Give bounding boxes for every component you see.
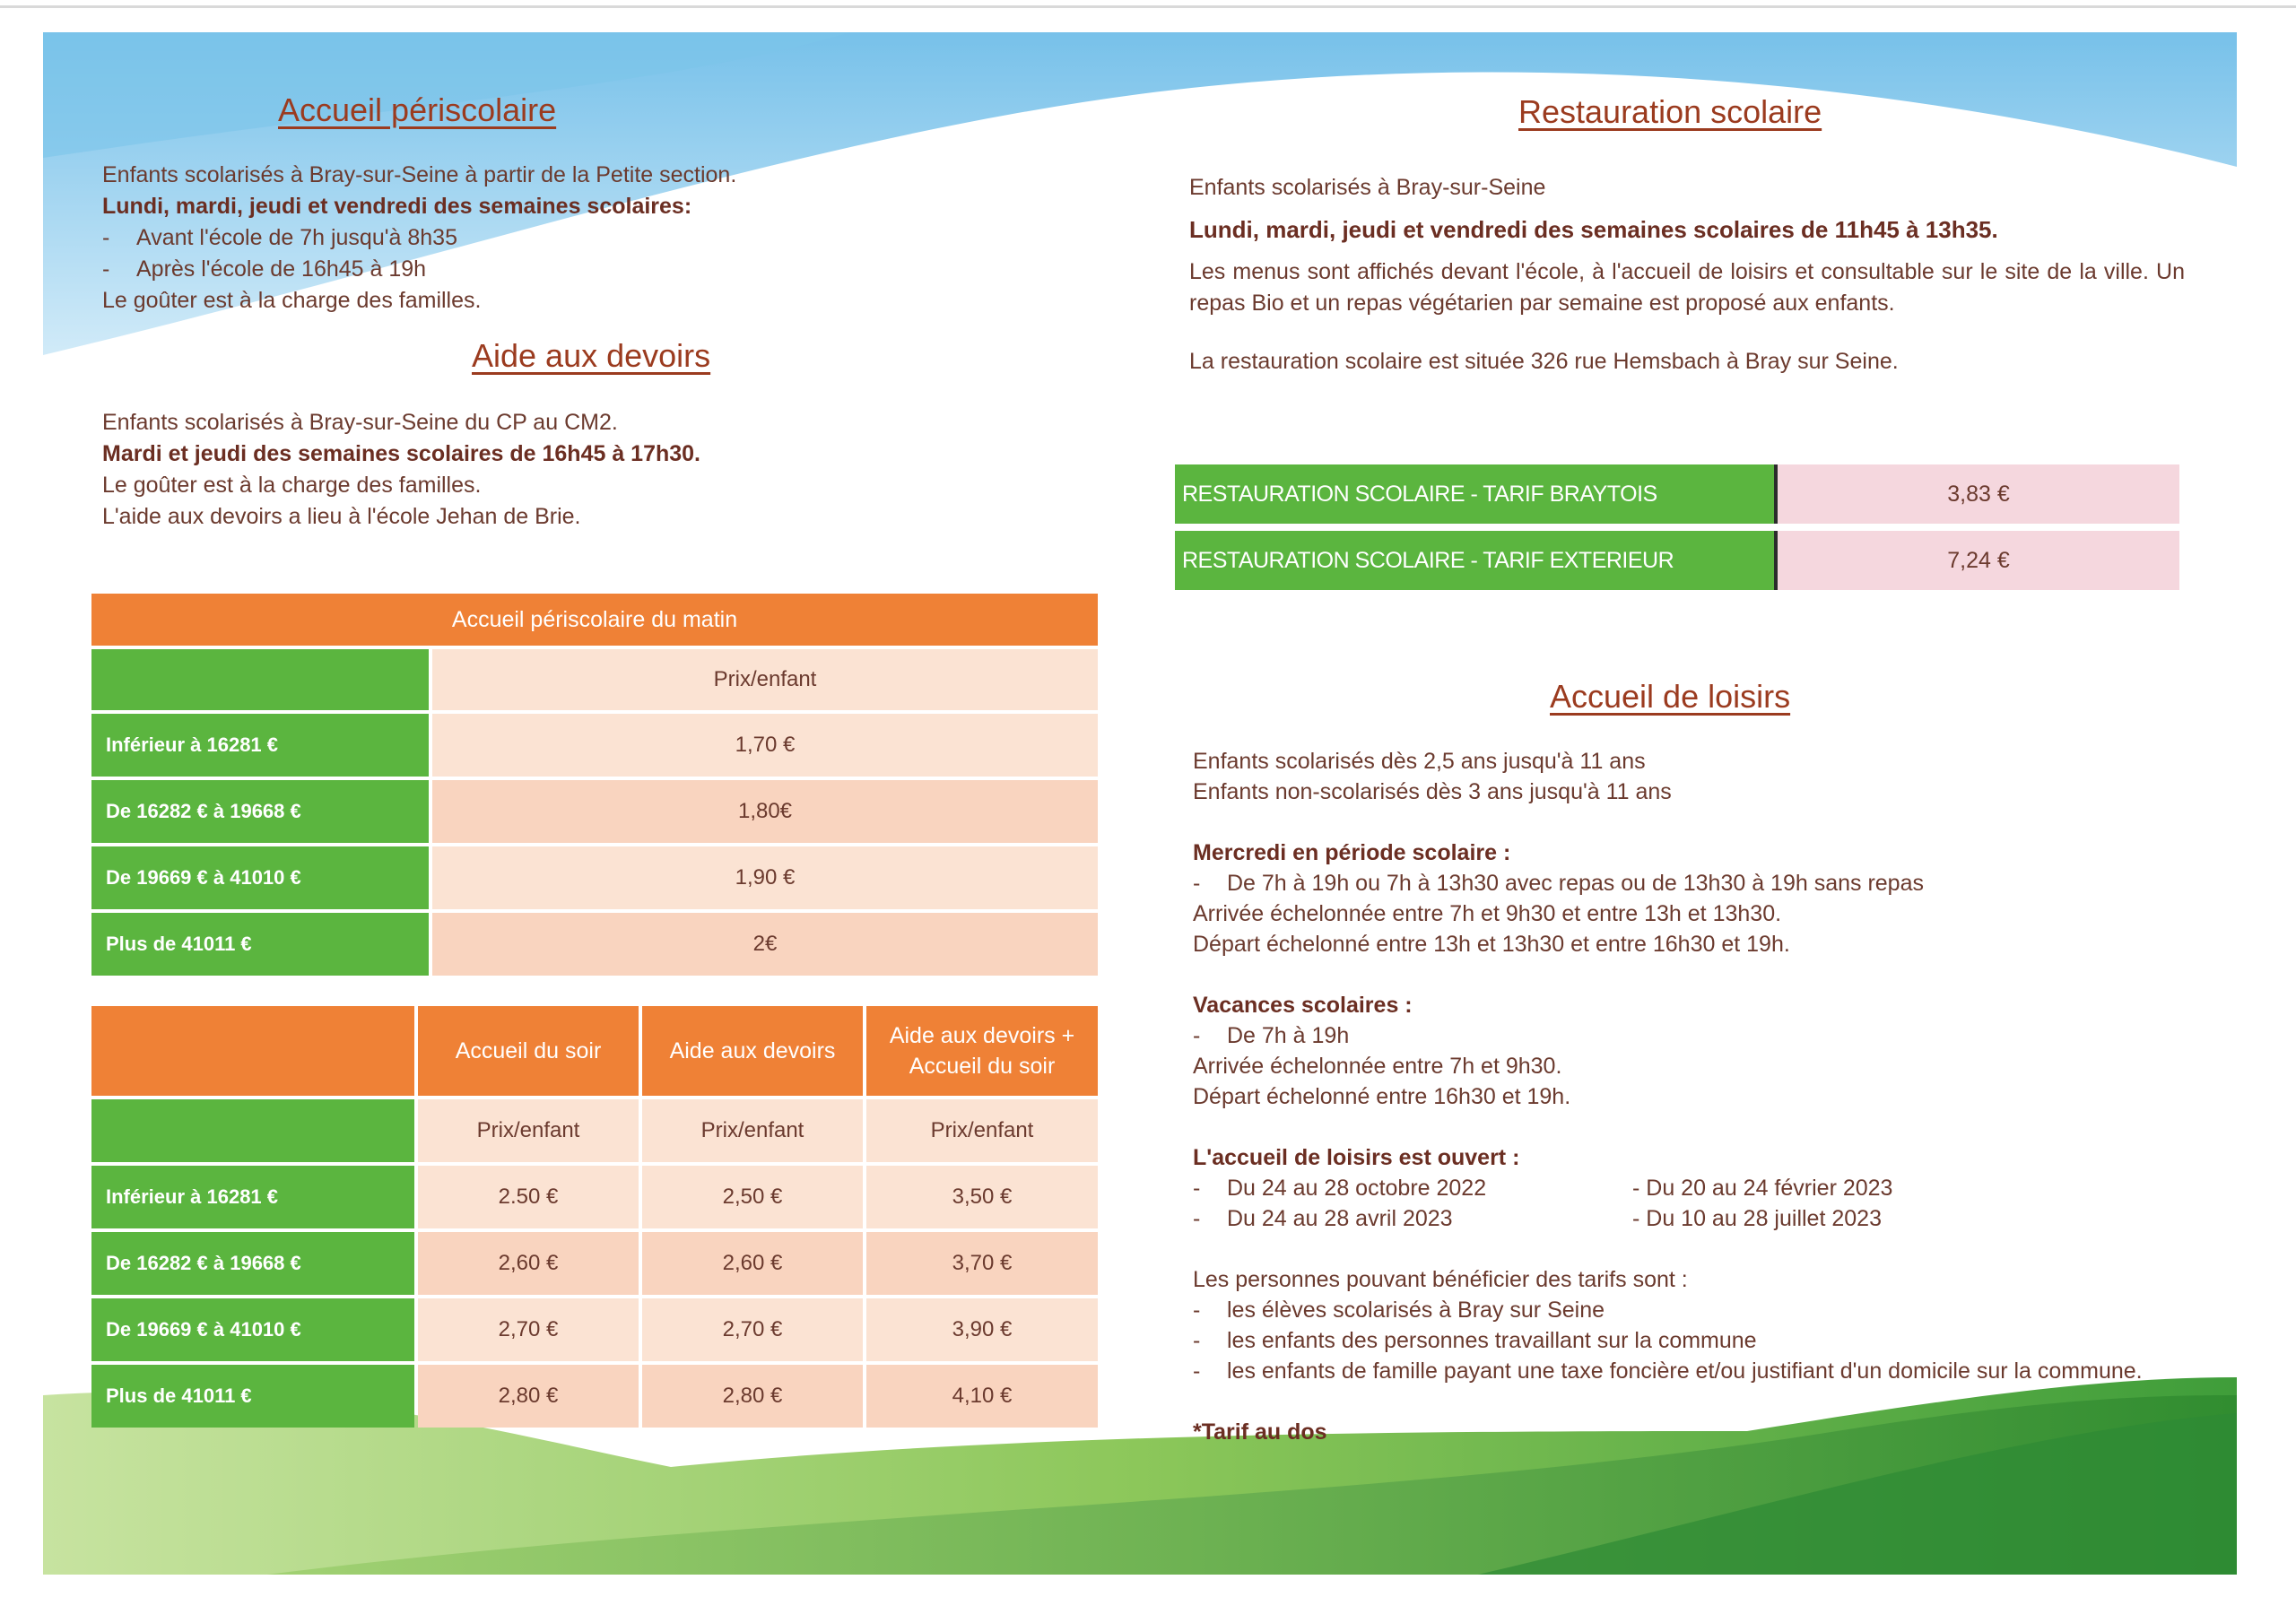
table-row-price-c: 3,70 € bbox=[866, 1232, 1098, 1295]
table-row bbox=[91, 1166, 1098, 1228]
periscolaire-item2: - Après l'école de 16h45 à 19h bbox=[102, 254, 1107, 285]
table-soir-subcorner bbox=[91, 1099, 414, 1162]
table-row bbox=[91, 780, 1098, 843]
loisirs-line1: Enfants scolarisés dès 2,5 ans jusqu'à 11 ans bbox=[1193, 749, 1646, 774]
table-soir-h2: Aide aux devoirs bbox=[642, 1006, 863, 1096]
tarif-note: *Tarif au dos bbox=[1193, 1419, 1327, 1445]
table-row-price-b: 2,50 € bbox=[642, 1166, 863, 1228]
periscolaire-text bbox=[102, 160, 1107, 317]
vacances-title: Vacances scolaires : bbox=[1193, 993, 1413, 1018]
loisirs-title: Accueil de loisirs bbox=[1550, 678, 1791, 715]
mercredi-line3: Départ échelonné entre 13h et 13h30 et entre 16h30 et 19h. bbox=[1193, 932, 1790, 957]
devoirs-text bbox=[102, 407, 1107, 533]
table-row-price-a: 2.50 € bbox=[418, 1166, 639, 1228]
table-row-price-c: 4,10 € bbox=[866, 1365, 1098, 1428]
tarif-braytois-row bbox=[1175, 464, 2179, 524]
beneficiaires-title: Les personnes pouvant bénéficier des tarifs sont : bbox=[1193, 1267, 1688, 1292]
table-row bbox=[91, 1365, 1098, 1428]
devoirs-title: Aide aux devoirs bbox=[472, 337, 711, 374]
periscolaire-line3: Le goûter est à la charge des familles. bbox=[102, 288, 482, 313]
table-soir-sub3: Prix/enfant bbox=[866, 1099, 1098, 1162]
loisirs-text bbox=[1193, 746, 2188, 1447]
table-row bbox=[91, 913, 1098, 976]
periscolaire-line1: Enfants scolarisés à Bray-sur-Seine à partir de la Petite section. bbox=[102, 162, 737, 187]
table-row-price-b: 2,70 € bbox=[642, 1298, 863, 1361]
ouvert-title: L'accueil de loisirs est ouvert : bbox=[1193, 1145, 1520, 1170]
table-matin-header: Accueil périscolaire du matin bbox=[91, 594, 1098, 646]
table-row-price: 2€ bbox=[432, 913, 1098, 976]
devoirs-line1: Enfants scolarisés à Bray-sur-Seine du CP au CM2. bbox=[102, 410, 618, 435]
restauration-text bbox=[1189, 172, 2185, 378]
table-row-label: De 16282 € à 19668 € bbox=[91, 1232, 414, 1295]
table-row-price: 1,70 € bbox=[432, 714, 1098, 777]
ouvert-date-c: - Du 20 au 24 février 2023 bbox=[1632, 1176, 1893, 1201]
tarif-exterieur-value: 7,24 € bbox=[1778, 531, 2179, 590]
table-row bbox=[91, 846, 1098, 909]
beneficiaire-3: - les enfants de famille payant une taxe foncière et/ou justifiant d'un domicile sur la commune. bbox=[1193, 1356, 2188, 1386]
tarif-braytois-value: 3,83 € bbox=[1778, 464, 2179, 524]
ouvert-date-a: - Du 24 au 28 octobre 2022 bbox=[1193, 1173, 1632, 1203]
table-soir-h3a: Aide aux devoirs + bbox=[889, 1023, 1075, 1048]
restauration-line1: Enfants scolarisés à Bray-sur-Seine bbox=[1189, 175, 1546, 200]
loisirs-line2: Enfants non-scolarisés dès 3 ans jusqu'à 11 ans bbox=[1193, 779, 1672, 804]
table-soir-corner bbox=[91, 1006, 414, 1096]
table-soir-h1: Accueil du soir bbox=[418, 1006, 639, 1096]
table-row-label: Plus de 41011 € bbox=[91, 1365, 414, 1428]
table-row-label: De 16282 € à 19668 € bbox=[91, 780, 429, 843]
brochure-page bbox=[43, 32, 2237, 1575]
page-edge bbox=[0, 5, 2296, 8]
table-row-label: De 19669 € à 41010 € bbox=[91, 846, 429, 909]
vacances-line2: Arrivée échelonnée entre 7h et 9h30. bbox=[1193, 1054, 1562, 1079]
restauration-line3: Les menus sont affichés devant l'école, à l'accueil de loisirs et consultable sur le site de la ville. Un repas Bio et un repas végétarien par semaine est proposé aux enfants. bbox=[1189, 259, 2185, 316]
table-row-price-c: 3,90 € bbox=[866, 1298, 1098, 1361]
table-row bbox=[91, 1232, 1098, 1295]
table-matin-corner bbox=[91, 649, 429, 710]
restauration-line2: Lundi, mardi, jeudi et vendredi des semaines scolaires de 11h45 à 13h35. bbox=[1189, 216, 1998, 243]
mercredi-line2: Arrivée échelonnée entre 7h et 9h30 et entre 13h et 13h30. bbox=[1193, 901, 1782, 926]
table-row-label: Inférieur à 16281 € bbox=[91, 714, 429, 777]
ouvert-dates bbox=[1193, 1173, 2188, 1234]
beneficiaire-1: - les élèves scolarisés à Bray sur Seine bbox=[1193, 1295, 2188, 1325]
mercredi-title: Mercredi en période scolaire : bbox=[1193, 840, 1511, 865]
table-matin bbox=[88, 590, 1101, 979]
table-soir-sub1: Prix/enfant bbox=[418, 1099, 639, 1162]
table-row-label: De 19669 € à 41010 € bbox=[91, 1298, 414, 1361]
table-row-price-a: 2,60 € bbox=[418, 1232, 639, 1295]
restauration-line4: La restauration scolaire est située 326 rue Hemsbach à Bray sur Seine. bbox=[1189, 349, 1899, 374]
devoirs-line4: L'aide aux devoirs a lieu à l'école Jehan de Brie. bbox=[102, 504, 581, 529]
table-row-price: 1,90 € bbox=[432, 846, 1098, 909]
table-row-price: 1,80€ bbox=[432, 780, 1098, 843]
restauration-title: Restauration scolaire bbox=[1518, 93, 1822, 130]
table-row bbox=[91, 1298, 1098, 1361]
table-row-label: Inférieur à 16281 € bbox=[91, 1166, 414, 1228]
periscolaire-item1: - Avant l'école de 7h jusqu'à 8h35 bbox=[102, 222, 1107, 254]
vacances-item: - De 7h à 19h bbox=[1193, 1020, 2188, 1051]
table-soir-sub2: Prix/enfant bbox=[642, 1099, 863, 1162]
table-row bbox=[91, 714, 1098, 777]
table-soir-h3 bbox=[866, 1006, 1098, 1096]
ouvert-date-d: - Du 10 au 28 juillet 2023 bbox=[1632, 1206, 1882, 1231]
vacances-line3: Départ échelonné entre 16h30 et 19h. bbox=[1193, 1084, 1571, 1109]
ouvert-date-b: - Du 24 au 28 avril 2023 bbox=[1193, 1203, 1632, 1234]
tarif-exterieur-row bbox=[1175, 531, 2179, 590]
table-row-price-a: 2,80 € bbox=[418, 1365, 639, 1428]
beneficiaire-2: - les enfants des personnes travaillant sur la commune bbox=[1193, 1325, 2188, 1356]
devoirs-line2: Mardi et jeudi des semaines scolaires de 16h45 à 17h30. bbox=[102, 441, 701, 466]
table-row-price-a: 2,70 € bbox=[418, 1298, 639, 1361]
table-row-label: Plus de 41011 € bbox=[91, 913, 429, 976]
tarif-braytois-label: RESTAURATION SCOLAIRE - TARIF BRAYTOIS bbox=[1175, 464, 1778, 524]
table-row-price-c: 3,50 € bbox=[866, 1166, 1098, 1228]
table-soir bbox=[88, 1002, 1101, 1431]
table-row-price-b: 2,60 € bbox=[642, 1232, 863, 1295]
periscolaire-title: Accueil périscolaire bbox=[278, 91, 557, 128]
mercredi-item: - De 7h à 19h ou 7h à 13h30 avec repas ou de 13h30 à 19h sans repas bbox=[1193, 868, 2188, 898]
table-soir-h3b: Accueil du soir bbox=[909, 1054, 1056, 1079]
devoirs-line3: Le goûter est à la charge des familles. bbox=[102, 473, 482, 498]
periscolaire-line2: Lundi, mardi, jeudi et vendredi des semaines scolaires: bbox=[102, 194, 692, 219]
table-row-price-b: 2,80 € bbox=[642, 1365, 863, 1428]
table-matin-col: Prix/enfant bbox=[432, 649, 1098, 710]
tarif-exterieur-label: RESTAURATION SCOLAIRE - TARIF EXTERIEUR bbox=[1175, 531, 1778, 590]
